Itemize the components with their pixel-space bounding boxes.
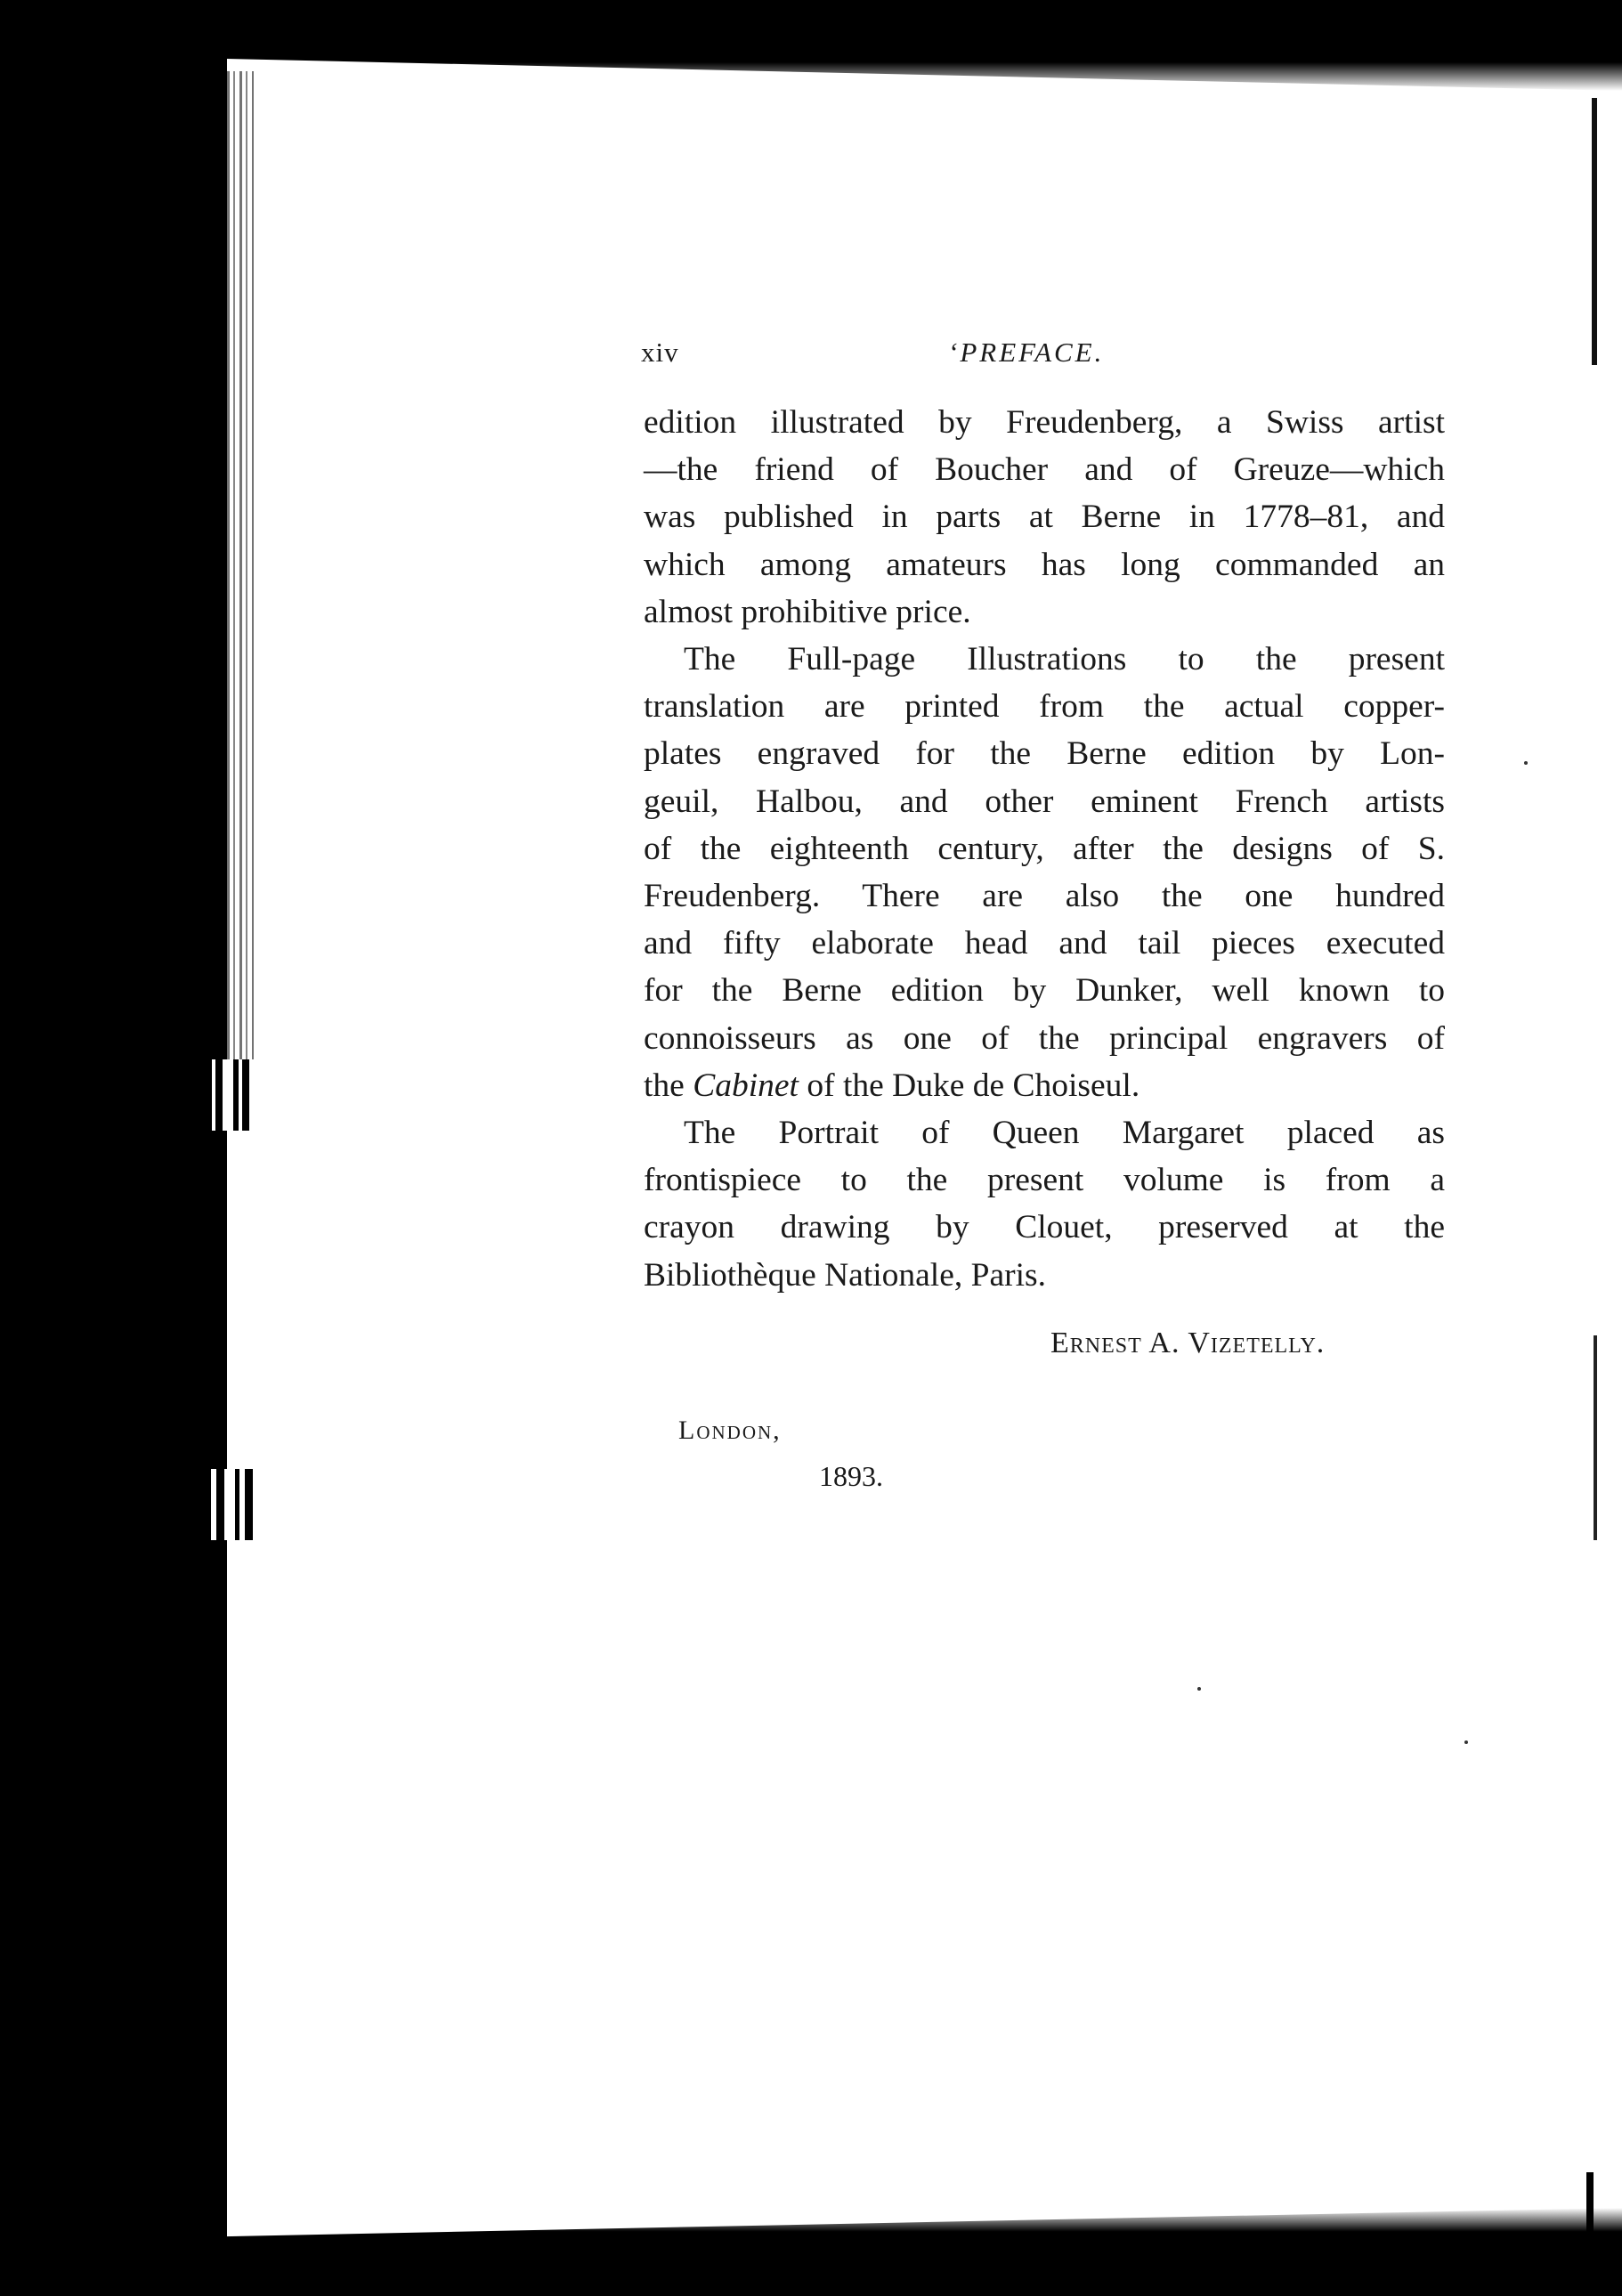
text-line: The Full-page Illustrations to the present [684, 641, 1445, 678]
page-header [641, 337, 1139, 381]
scan-top-margin [0, 0, 1622, 55]
text-line: for the Berne edition by Dunker, well known to [644, 972, 1445, 1010]
page-number: xiv [641, 337, 679, 368]
text-line: crayon drawing by Clouet, preserved at the [644, 1209, 1445, 1246]
text-line: of the eighteenth century, after the designs of S. [644, 830, 1445, 867]
text-line: —the friend of Boucher and of Greuze—which [644, 451, 1445, 489]
italic-title: Cabinet [693, 1067, 799, 1104]
text-line: The Portrait of Queen Margaret placed as [684, 1115, 1445, 1152]
binding-marks [207, 1059, 260, 1131]
text-line: edition illustrated by Freudenberg, a Swiss artist [644, 404, 1445, 441]
scan-bottom-margin [0, 2242, 1622, 2296]
text-line: translation are printed from the actual copper- [644, 688, 1445, 726]
text-line: frontispiece to the present volume is from a [644, 1162, 1445, 1199]
text-line: and fifty elaborate head and tail pieces executed [644, 925, 1445, 962]
scan-right-mark [1586, 2172, 1594, 2243]
scan-left-margin [0, 0, 227, 2296]
place-line: London, [678, 1416, 782, 1445]
scan-top-shadow [227, 55, 1622, 91]
paragraph-3 [644, 1109, 1445, 1299]
year-line: 1893. [819, 1460, 883, 1492]
text-line: Bibliothèque Nationale, Paris. [644, 1256, 1046, 1294]
scan-bottom-shadow [134, 2208, 1622, 2242]
running-title: ‘PREFACE. [948, 337, 1105, 368]
scan-speck [1464, 1740, 1468, 1744]
text-line: which among amateurs has long commanded an [644, 546, 1445, 583]
paragraph-2 [644, 636, 1445, 1109]
scan-speck [1524, 761, 1528, 765]
text-line: was published in parts at Berne in 1778–81, and [644, 499, 1445, 536]
text-line: plates engraved for the Berne edition by Lon- [644, 735, 1445, 773]
text-line: connoisseurs as one of the principal engravers of [644, 1019, 1445, 1057]
text-line: almost prohibitive price. [644, 593, 971, 630]
paragraph-1 [644, 399, 1445, 636]
scan-speck [1197, 1687, 1201, 1691]
text-line: geuil, Halbou, and other eminent French artists [644, 783, 1445, 820]
binding-marks [207, 1469, 260, 1540]
scan-right-mark [1594, 1335, 1597, 1540]
body-text [644, 399, 1445, 1299]
scan-right-mark [1592, 98, 1597, 365]
text-fragment: the [644, 1067, 693, 1104]
text-fragment: of the Duke de Choiseul. [798, 1067, 1140, 1104]
text-line: Freudenberg. There are also the one hundred [644, 878, 1445, 915]
author-signature: Ernest A. Vizetelly. [1050, 1326, 1326, 1359]
scan-left-fringe [227, 71, 254, 1068]
text-line [644, 1062, 1445, 1109]
